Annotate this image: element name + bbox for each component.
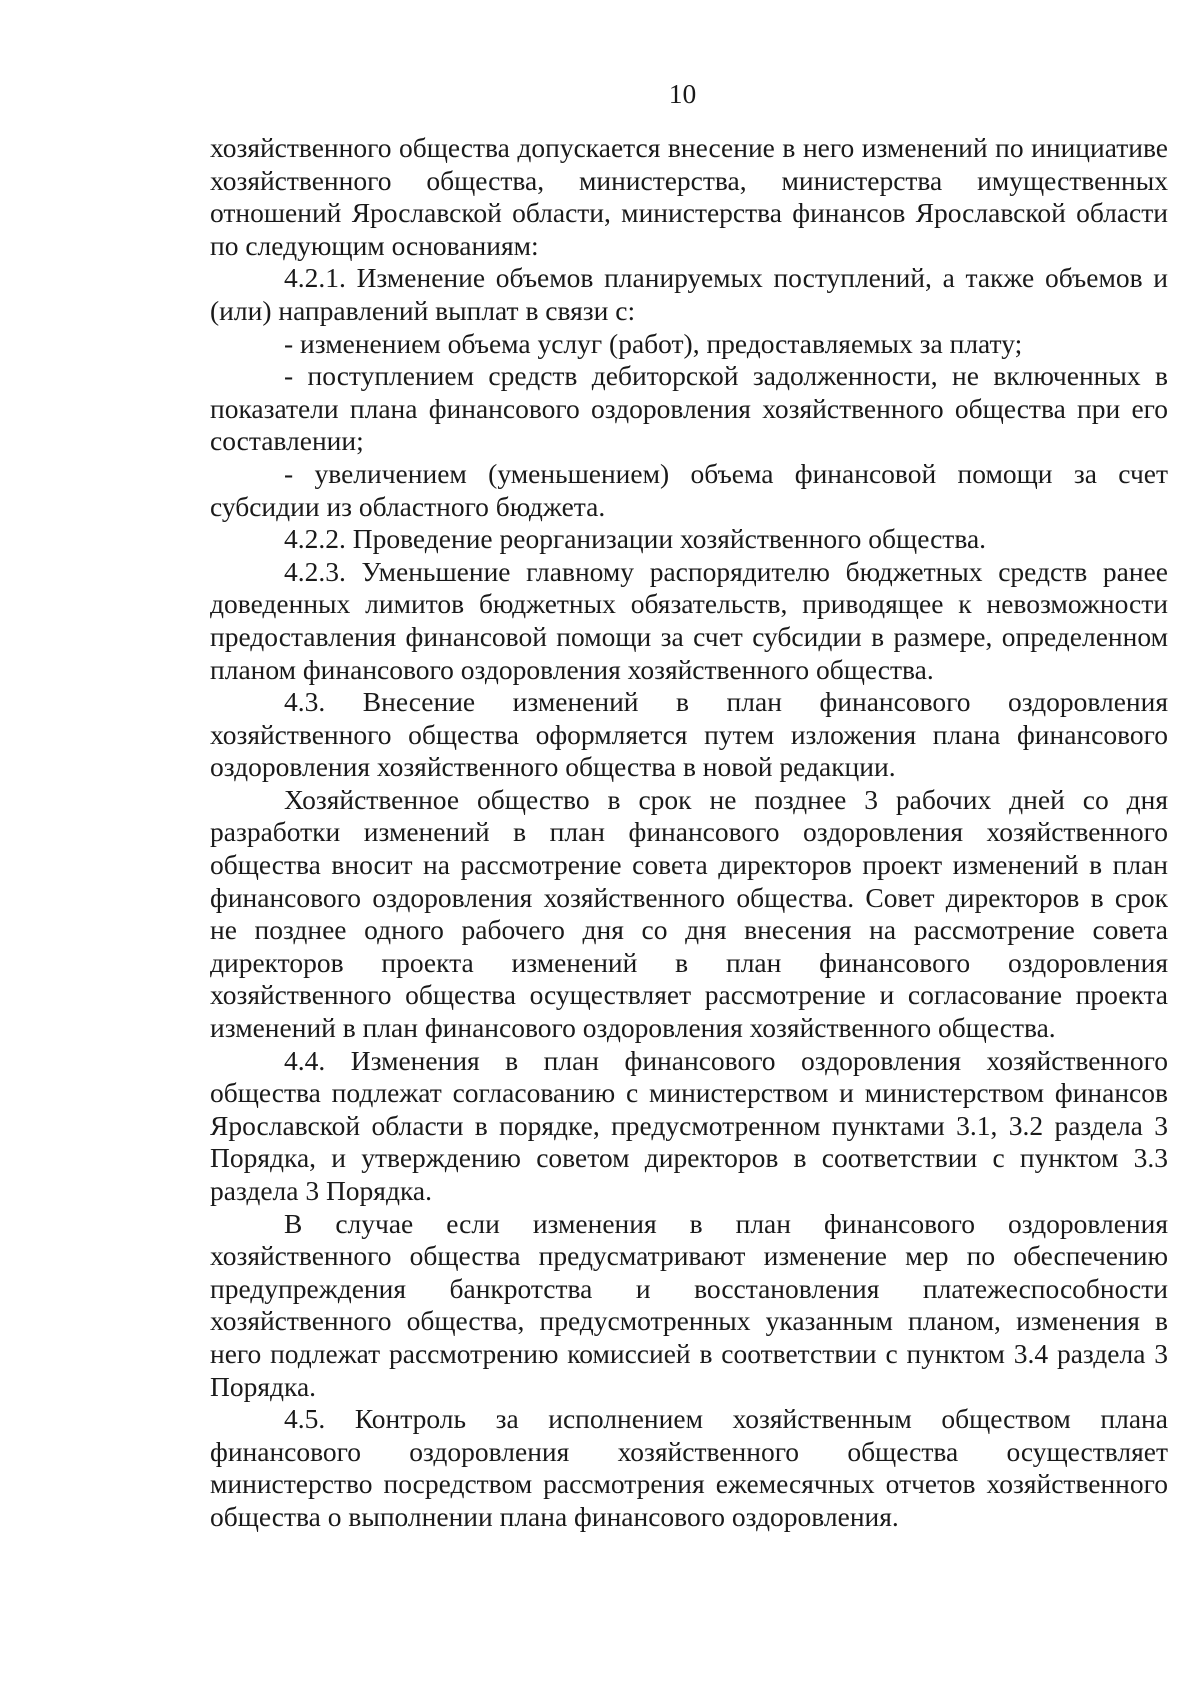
clause-4-5: 4.5. Контроль за исполнением хозяйственным обществом плана финансового оздоровления хозяйственного общества осуществляет министерство посредством рассмотрения ежемесячных отчетов хозяйственного общества о выполнении плана финансового оздоровления.	[210, 1403, 1168, 1532]
clause-4-2-1: 4.2.1. Изменение объемов планируемых поступлений, а также объемов и (или) направлений выплат в связи с:	[210, 262, 1168, 326]
clause-4-2-2: 4.2.2. Проведение реорганизации хозяйственного общества.	[284, 523, 987, 555]
page-number-text: 10	[668, 78, 697, 109]
clause-4-4: 4.4. Изменения в план финансового оздоровления хозяйственного общества подлежат согласованию с министерством и министерством финансов Ярославской области в порядке, предусмотренном пунктами 3.1, 3.2 раздела 3 Порядка, и утверждению советом директоров в соответствии с пунктом 3.3 раздела 3 Порядка.	[210, 1044, 1168, 1206]
list-item-financial-aid: - увеличением (уменьшением) объема финансовой помощи за счет субсидии из областного бюджета.	[210, 457, 1168, 522]
paragraph-commission-review: В случае если изменения в план финансового оздоровления хозяйственного общества предусматривают изменение мер по обеспечению предупреждения банкротства и восстановления платежеспособности хозяйственного общества, предусмотренных указанным планом, изменения в него подлежат рассмотрению комиссией в соответствии с пунктом 3.4 раздела 3 Порядка.	[210, 1207, 1168, 1402]
list-item-services-volume: - изменением объема услуг (работ), предоставляемых за плату;	[284, 327, 1023, 359]
page-number	[0, 78, 1200, 110]
paragraph-board-review: Хозяйственное общество в срок не позднее 3 рабочих дней со дня разработки изменений в план финансового оздоровления хозяйственного общества вносит на рассмотрение совета директоров проект изменений в план финансового оздоровления хозяйственного общества. Совет директоров в срок не позднее одного рабочего дня со дня внесения на рассмотрение совета директоров проекта изменений в план финансового оздоровления хозяйственного общества осуществляет рассмотрение и согласование проекта изменений в план финансового оздоровления хозяйственного общества.	[210, 783, 1168, 1044]
paragraph-intro: хозяйственного общества допускается внесение в него изменений по инициативе хозяйственного общества, министерства, министерства имущественных отношений Ярославской области, министерства финансов Ярославской области по следующим основаниям:	[210, 132, 1168, 261]
list-item-receivables: - поступлением средств дебиторской задолженности, не включенных в показатели плана финансового оздоровления хозяйственного общества при его составлении;	[210, 360, 1168, 457]
document-body	[210, 132, 1168, 1534]
clause-4-3: 4.3. Внесение изменений в план финансового оздоровления хозяйственного общества оформляется путем изложения плана финансового оздоровления хозяйственного общества в новой редакции.	[210, 686, 1168, 783]
clause-4-2-3: 4.2.3. Уменьшение главному распорядителю бюджетных средств ранее доведенных лимитов бюджетных обязательств, приводящее к невозможности предоставления финансовой помощи за счет субсидии в размере, определенном планом финансового оздоровления хозяйственного общества.	[210, 555, 1168, 685]
